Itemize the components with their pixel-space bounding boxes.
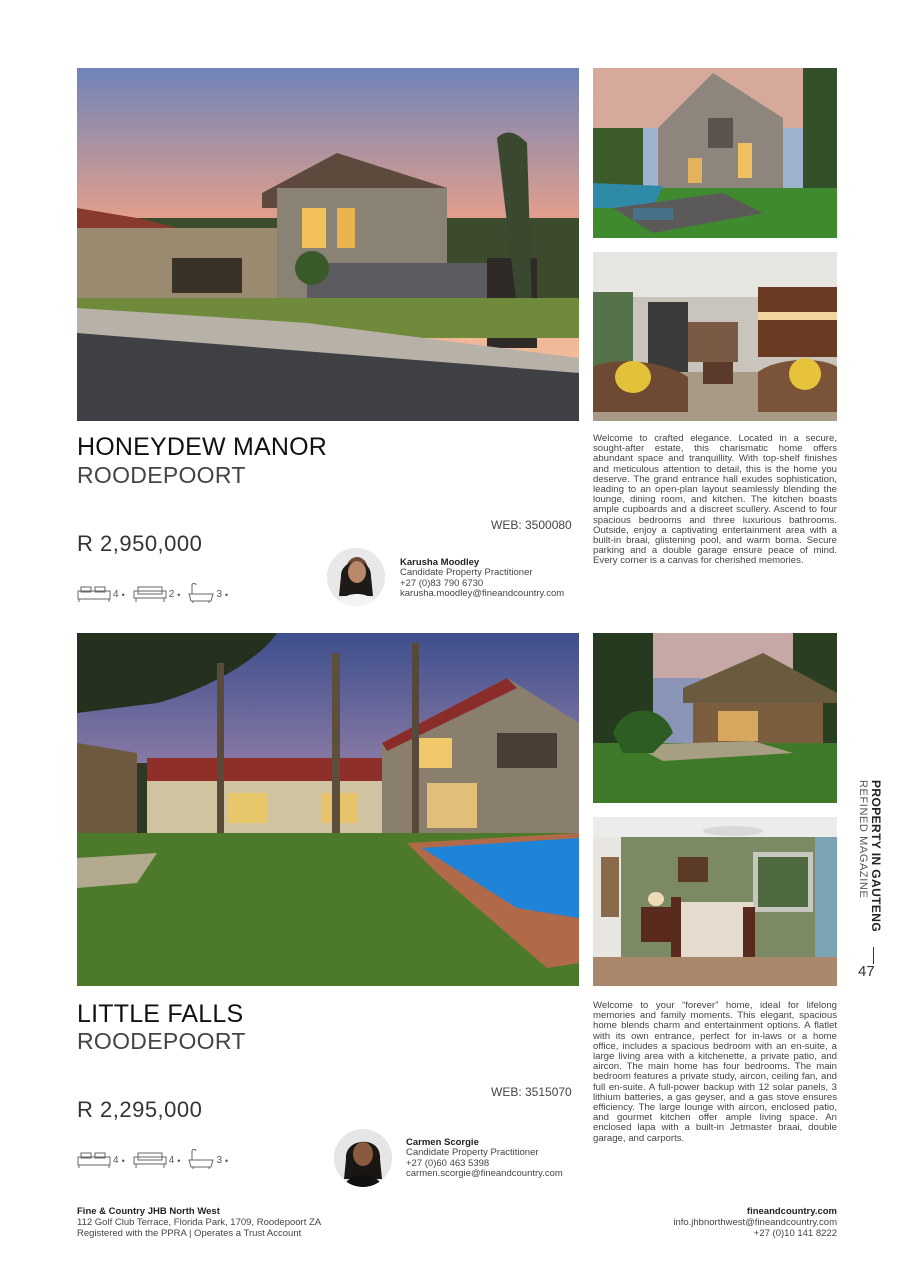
agent-2-avatar	[334, 1129, 392, 1187]
agent-2-phone[interactable]: +27 (0)60 463 5398	[406, 1157, 490, 1169]
agent-2-role: Candidate Property Practitioner	[406, 1147, 539, 1158]
agent-1-info	[400, 557, 564, 600]
sofa-icon	[133, 1149, 167, 1172]
agent-1-phone[interactable]: +27 (0)83 790 6730	[400, 577, 484, 589]
agent-1-name: Karusha Moodley	[400, 557, 480, 568]
magazine-sidebar	[852, 780, 882, 940]
page-divider	[873, 947, 874, 964]
agent-2-email[interactable]: carmen.scorgie@fineandcountry.com	[406, 1168, 563, 1179]
magazine-title: PROPERTY IN GAUTENG	[869, 780, 883, 933]
office-registration: Registered with the PPRA | Operates a Trust Account	[77, 1228, 302, 1239]
listing-2-features: 4 • 4 • 3 •	[77, 1148, 236, 1173]
office-website[interactable]: fineandcountry.com	[746, 1206, 837, 1217]
bath-icon	[188, 1148, 214, 1173]
listing-1-features: 4 • 2 • 3 •	[77, 582, 236, 607]
bathroom-count: 3	[216, 589, 222, 600]
listing-1-description: Welcome to crafted elegance. Located in a secure, sought-after estate, this charismatic home offers abundant space and tranquillity. With top-shelf finishes and meticulous attention to detail, this is the home you deserve. The grand entrance hall exudes sophistication, leading to an open-plan layout seamlessly blending the lounge, dining room, and kitchen. The kitchen boasts ample cupboards and a discreet scullery. Ascend to four spacious bedrooms and three luxurious bathrooms. Outside, enjoy a captivating entertainment area with a built-in braai, glistening pool, and warm boma. Secure parking and a double garage ensure peace of mind. Every corner is a canvas for cherished memories.	[593, 433, 837, 567]
listing-1-price: R 2,950,000	[77, 531, 203, 556]
listing-2-web-ref: WEB: 3515070	[491, 1085, 572, 1099]
listing-2-area: ROODEPOORT	[77, 1028, 246, 1054]
office-phone[interactable]: +27 (0)10 141 8222	[753, 1228, 837, 1239]
honeydew-pool-photo	[593, 68, 837, 238]
lounge-count: 4	[168, 1155, 175, 1166]
agent-1-avatar	[327, 548, 385, 606]
office-email[interactable]: info.jhbnorthwest@fineandcountry.com	[673, 1217, 837, 1228]
listing-2-price: R 2,295,000	[77, 1097, 203, 1122]
honeydew-main-photo	[77, 68, 579, 421]
bathroom-count: 3	[216, 1155, 222, 1166]
bed-icon	[77, 1149, 111, 1172]
agent-1-email[interactable]: karusha.moodley@fineandcountry.com	[400, 588, 565, 599]
magazine-tagline: REFINED MAGAZINE	[857, 780, 869, 899]
lounge-count: 2	[168, 589, 175, 600]
little-falls-bedroom-photo	[593, 817, 837, 986]
listing-1-web-ref: WEB: 3500080	[491, 518, 572, 532]
little-falls-lapa-photo	[593, 633, 837, 803]
bed-icon	[77, 583, 111, 606]
honeydew-lounge-photo	[593, 252, 837, 421]
footer-office-info	[77, 1206, 321, 1239]
listing-2-title: LITTLE FALLS	[77, 1000, 244, 1028]
bedroom-count: 4	[113, 1155, 119, 1166]
bath-icon	[188, 582, 214, 607]
footer-contact-info	[673, 1206, 837, 1239]
listing-2-description: Welcome to your “forever” home, ideal for lifelong memories and family moments. This elegant, spacious home blends charm and entertainment options. A flatlet with its own entrance, perfect for in-laws or a home office, includes a spacious bedroom with an en-suite, a large living area with a kitchenette, a private patio, and aircon. The main home has four bedrooms. The main bedroom features a private study, aircon, ceiling fan, and full en-suite. A full-power backup with 12 solar panels, 3 lithium batteries, a gas geyser, and a gas stove ensures efficiency. The large lounge with aircon, enclosed patio, and gourmet kitchen offer ample living space. An enclosed lapa with a built-in Jetmaster braai, double garage, and carports.	[593, 1000, 837, 1144]
agent-2-name: Carmen Scorgie	[406, 1137, 479, 1148]
office-address: 112 Golf Club Terrace, Florida Park, 1709, Roodepoort ZA	[77, 1217, 322, 1228]
agent-1-role: Candidate Property Practitioner	[400, 567, 533, 578]
agent-2-info	[406, 1137, 563, 1180]
little-falls-main-photo	[77, 633, 579, 986]
office-name: Fine & Country JHB North West	[77, 1206, 220, 1217]
sofa-icon	[133, 583, 167, 606]
listing-1-title: HONEYDEW MANOR	[77, 433, 328, 461]
listing-1-area: ROODEPOORT	[77, 462, 246, 488]
page-number: 47	[858, 963, 875, 980]
bedroom-count: 4	[113, 589, 119, 600]
